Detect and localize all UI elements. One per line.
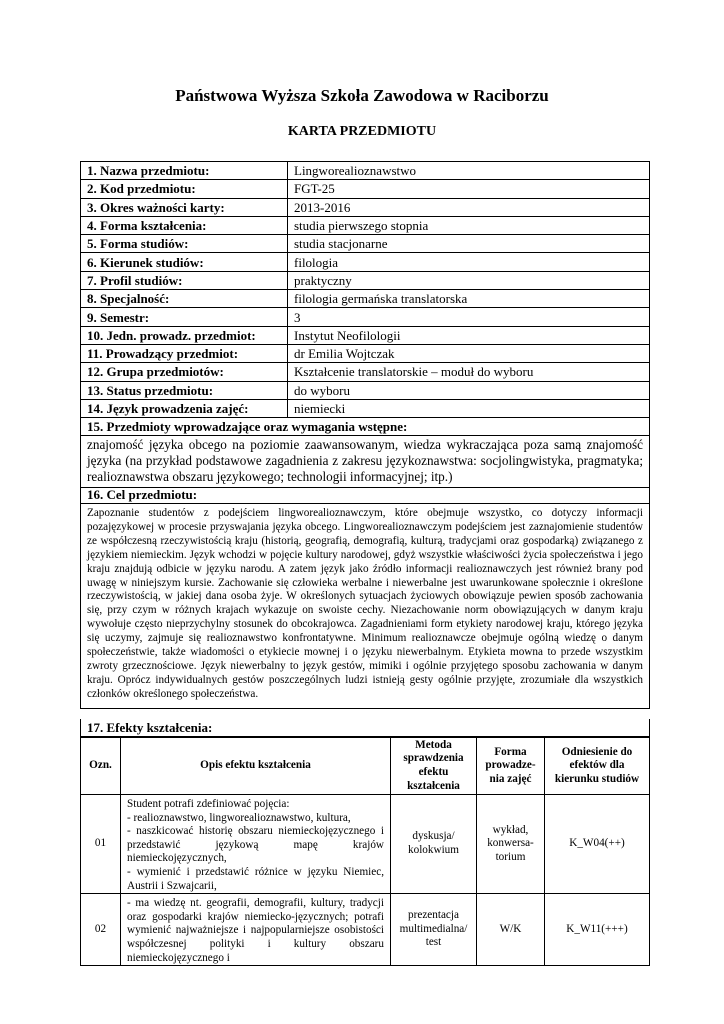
column-header: Ozn. <box>81 738 121 795</box>
field-value: dr Emilia Wojtczak <box>288 344 650 362</box>
learning-outcomes-table <box>80 737 650 966</box>
prerequisites-heading: 15. Przedmioty wprowadzające oraz wymagania wstępne: <box>81 418 649 436</box>
field-label: 11. Prowadzący przedmiot: <box>81 344 288 362</box>
field-row <box>81 308 650 326</box>
field-row <box>81 399 650 417</box>
field-label: 12. Grupa przedmiotów: <box>81 363 288 381</box>
field-value: Kształcenie translatorskie – moduł do wyboru <box>288 363 650 381</box>
field-value: 2013-2016 <box>288 198 650 216</box>
column-header: Odniesienie do efektów dla kierunku studiów <box>545 738 650 795</box>
outcome-form: wykład, konwersa-torium <box>477 795 545 894</box>
outcome-description-text: Student potrafi zdefiniować pojęcia: - realioznawstwo, lingworealioznawstwo, kultura, - naszkicować historię obszaru niemieckojęzycznego i przedstawić językową mapę krajów niemieckojęzycznych, - wymienić i przedstawić różnice w języku Niemiec, Austrii i Szwajcarii, <box>127 798 384 892</box>
course-info-table <box>80 161 650 418</box>
prerequisites-section <box>80 418 650 488</box>
field-row <box>81 326 650 344</box>
field-row <box>81 216 650 234</box>
prerequisites-text: znajomość języka obcego na poziomie zaawansowanym, wiedza wykraczająca poza samą znajomość języka (na przykład podstawowe zagadnienia z zakresu językoznawstwa: socjolingwistyka, pragmatyka; realioznawstwa obszaru językowego; technologii informacyjnej; itp.) <box>87 437 643 484</box>
outcome-reference: K_W04(++) <box>545 795 650 894</box>
outcome-description <box>121 894 391 966</box>
field-row <box>81 271 650 289</box>
field-row <box>81 253 650 271</box>
field-label: 10. Jedn. prowadz. przedmiot: <box>81 326 288 344</box>
document-title: KARTA PRZEDMIOTU <box>287 124 437 139</box>
outcome-row <box>81 894 650 966</box>
field-value: filologia <box>288 253 650 271</box>
field-value: do wyboru <box>288 381 650 399</box>
field-row <box>81 198 650 216</box>
field-value: filologia germańska translatorska <box>288 290 650 308</box>
field-value: Lingworealioznawstwo <box>288 162 650 180</box>
field-row <box>81 235 650 253</box>
outcome-row <box>81 795 650 894</box>
field-label: 1. Nazwa przedmiotu: <box>81 162 288 180</box>
field-label: 6. Kierunek studiów: <box>81 253 288 271</box>
outcomes-header-row <box>81 738 650 795</box>
outcome-description-text: - ma wiedzę nt. geografii, demografii, kultury, tradycji oraz gospodarki krajów niemiecko-języcznych; potrafi wymienić najważniejsze i najpopularniejsze osobistości współczesnej polityki i kultury obszaru niemieckojęzycznego i <box>127 897 384 964</box>
outcome-id: 02 <box>81 894 121 966</box>
outcome-method: prezentacja multimedialna/ test <box>391 894 477 966</box>
field-row <box>81 290 650 308</box>
field-row <box>81 344 650 362</box>
outcome-id: 01 <box>81 795 121 894</box>
field-label: 9. Semestr: <box>81 308 288 326</box>
field-row <box>81 180 650 198</box>
field-row <box>81 363 650 381</box>
field-label: 14. Język prowadzenia zajęć: <box>81 399 288 417</box>
outcome-method: dyskusja/ kolokwium <box>391 795 477 894</box>
learning-outcomes-heading: 17. Efekty kształcenia: <box>87 720 213 735</box>
field-label: 2. Kod przedmiotu: <box>81 180 288 198</box>
field-row <box>81 381 650 399</box>
column-header: Opis efektu kształcenia <box>121 738 391 795</box>
field-value: niemiecki <box>288 399 650 417</box>
learning-outcomes-section <box>80 719 650 737</box>
course-goal-heading: 16. Cel przedmiotu: <box>81 486 649 504</box>
field-value: studia pierwszego stopnia <box>288 216 650 234</box>
institution-name: Państwowa Wyższa Szkoła Zawodowa w Raciborzu <box>175 86 549 105</box>
course-goal-section <box>80 486 650 709</box>
column-header: Metoda sprawdzenia efektu kształcenia <box>391 738 477 795</box>
field-label: 5. Forma studiów: <box>81 235 288 253</box>
field-value: studia stacjonarne <box>288 235 650 253</box>
column-header: Forma prowadze-nia zajęć <box>477 738 545 795</box>
course-goal-text: Zapoznanie studentów z podejściem lingworealioznawczym, które obejmuje wszystko, co dotyczy informacji pozajęzykowej w procesie przyswajania języka obcego. Lingworealioznawczym podejściem jest zaznajomienie studentów ze współczesną rzeczywistością kraju (historią, geografią, demografią, kulturą, tradycjami oraz gospodarką) związanego z językiem niemieckim. Język wchodzi w pojęcie kultury narodowej, gdyż wszystkie właściwości życia społeczeństwa i jego kraju znajdują odbicie w języku narodu. A zatem język jako źródło informacji realioznawczych jest również brany pod uwagę w niniejszym kursie. Zachowanie się człowieka werbalne i niewerbalne jest uwarunkowane społecznie i określone rzeczywistością, w jakiej dana osoba żyje. W określonych sytuacjach życiowych obowiązuje pewien sposób zachowania się, przy czym w różnych krajach wykazuje on swoiste cechy. Niezachowanie norm obowiązujących w danym kraju wywołuje często nieprzychylny stosunek do obcokrajowca. Zagadnieniami form etykiety narodowej kraju, którego języka się uczymy, zajmuje się realioznawstwo konfrontatywne. Minimum realioznawcze obejmuje ogólną wiedzę o danym społeczeństwie, także wiadomości o etykiecie mownej i o języku niewerbalnym. Etykieta mowna to przede wszystkim zwroty grzecznościowe. Język niewerbalny to język gestów, mimiki i ogólnie przyjętego sposobu zachowania w danym kraju. Oprócz indywidualnych gestów poszczególnych ludzi istnieją gesty ogólnie przyjęte, zrozumiałe dla wszystkich członków określonego społeczeństwa. <box>87 507 643 700</box>
outcome-form: W/K <box>477 894 545 966</box>
field-label: 7. Profil studiów: <box>81 271 288 289</box>
field-value: FGT-25 <box>288 180 650 198</box>
field-label: 13. Status przedmiotu: <box>81 381 288 399</box>
outcome-reference: K_W11(+++) <box>545 894 650 966</box>
field-label: 8. Specjalność: <box>81 290 288 308</box>
field-label: 3. Okres ważności karty: <box>81 198 288 216</box>
outcome-description <box>121 795 391 894</box>
field-value: 3 <box>288 308 650 326</box>
field-value: praktyczny <box>288 271 650 289</box>
field-value: Instytut Neofilologii <box>288 326 650 344</box>
field-label: 4. Forma kształcenia: <box>81 216 288 234</box>
field-row <box>81 162 650 180</box>
